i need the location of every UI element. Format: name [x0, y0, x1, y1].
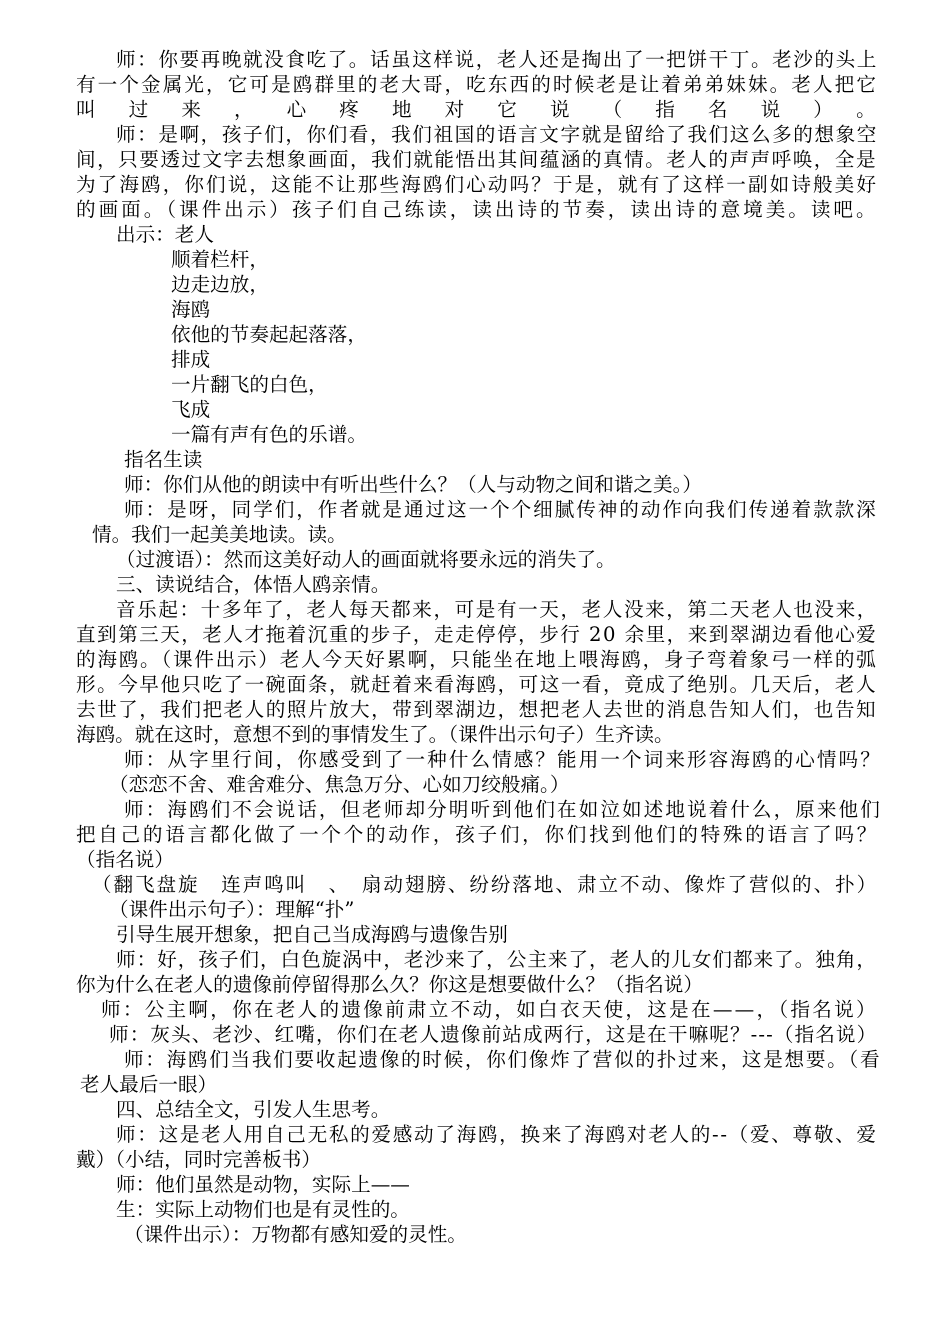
poem-line: 一篇有声有色的乐谱。: [171, 423, 367, 446]
poem-line: 边走边放，: [171, 273, 269, 296]
paragraph-line: 音乐起：十多年了，老人每天都来，可是有一天，老人没来，第二天老人也没来，: [116, 598, 878, 621]
paragraph-line: 师：海鸥们不会说话，但老师却分明听到他们在如泣如述地说着什么，原来他们: [124, 798, 882, 821]
paragraph-line: 的画面。（课件出示）孩子们自己练读，读出诗的节奏，读出诗的意境美。读吧。: [76, 198, 879, 221]
paragraph-line: 为了海鸥，你们说，这能不让那些海鸥们心动吗？于是，就有了这样一副如诗般美好: [76, 173, 879, 196]
paragraph-line: 戴）（小结，同时完善板书）: [76, 1148, 321, 1171]
paragraph-line: 生：实际上动物们也是有灵性的。: [116, 1198, 410, 1221]
section-heading: 四、总结全文，引发人生思考。: [116, 1098, 391, 1121]
paragraph-line: 师：灰头、老沙、红嘴，你们在老人遗像前站成两行，这是在干嘛呢？---（指名说）: [109, 1023, 878, 1046]
paragraph-line: 师：这是老人用自己无私的爱感动了海鸥，换来了海鸥对老人的--（爱、尊敬、爱: [116, 1123, 878, 1146]
paragraph-line: 海鸥。就在这时，意想不到的事情发生了。（课件出示句子）生齐读。: [76, 723, 674, 746]
paragraph-line: 师：是呀，同学们，作者就是通过这一个个细腻传神的动作向我们传递着款款深: [124, 498, 878, 521]
paragraph-line: 你为什么在老人的遗像前停留得那么久？你这是想要做什么？（指名说）: [76, 973, 703, 996]
paragraph-line: 师：公主啊，你在老人的遗像前肃立不动，如白衣天使，这是在——，（指名说）: [101, 998, 878, 1021]
paragraph-line: 形。今早他只吃了一碗面条，就赶着来看海鸥，可这一看，竟成了绝别。几天后，老人: [76, 673, 878, 696]
paragraph-line: 叫过来，心疼地对它说（指名说）。: [76, 98, 909, 121]
paragraph-line: 指名生读: [124, 448, 203, 471]
paragraph-line: 师：他们虽然是动物，实际上——: [116, 1173, 410, 1196]
paragraph-line: 老人最后一眼）: [80, 1073, 218, 1096]
poem-line: 顺着栏杆，: [171, 248, 269, 271]
paragraph-line: 的海鸥。（课件出示）老人今天好累啊，只能坐在地上喂海鸥，身子弯着象弓一样的弧: [76, 648, 878, 671]
poem-line: 依他的节奏起起落落，: [171, 323, 367, 346]
poem-line: 海鸥: [171, 298, 211, 321]
poem-line: 飞成: [171, 398, 211, 421]
paragraph-line: 师：好，孩子们，白色旋涡中，老沙来了，公主来了，老人的儿女们都来了。独角，: [116, 948, 877, 971]
paragraph-line: 师：海鸥们当我们要收起遗像的时候，你们像炸了营似的扑过来，这是想要。（看: [124, 1048, 882, 1071]
paragraph-line: 师：是啊，孩子们，你们看，我们祖国的语言文字就是留给了我们这么多的想象空: [116, 123, 878, 146]
paragraph-line: （指名说）: [76, 848, 174, 871]
poem-line: 排成: [171, 348, 211, 371]
paragraph-line: 师：从字里行间，你感受到了一种什么情感？能用一个词来形容海鸥的心情吗？: [124, 748, 882, 771]
paragraph-line: 间，只要透过文字去想象画面，我们就能悟出其间蕴涵的真情。老人的声声呼唤，全是: [76, 148, 878, 171]
section-heading: 三、读说结合，体悟人鸥亲情。: [116, 573, 391, 596]
paragraph-line: 直到第三天，老人才拖着沉重的步子，走走停停，步行 20 余里，来到翠湖边看他心爱: [76, 623, 878, 646]
paragraph-line: （课件出示）：万物都有感知爱的灵性。: [124, 1223, 467, 1246]
paragraph-line: 引导生展开想象，把自己当成海鸥与遗像告别: [116, 923, 508, 946]
paragraph-line: 情。我们一起美美地读。读。: [92, 523, 347, 546]
paragraph-line: 师：你要再晚就没食吃了。话虽这样说，老人还是掏出了一把饼干丁。老沙的头上: [116, 48, 878, 71]
paragraph-line: 有一个金属光，它可是鸥群里的老大哥，吃东西的时候老是让着弟弟妹妹。老人把它: [76, 73, 879, 96]
paragraph-line: 去世了，我们把老人的照片放大，带到翠湖边，想把老人去世的消息告知人们，也告知: [76, 698, 878, 721]
paragraph-line: （过渡语）：然而这美好动人的画面就将要永远的消失了。: [116, 548, 616, 571]
paragraph-line: （恋恋不舍、难舍难分、焦急万分、心如刀绞般痛。）: [109, 773, 570, 796]
poem-line: 一片翻飞的白色，: [171, 373, 328, 396]
paragraph-line: （课件出示句子）：理解“扑”: [109, 898, 355, 921]
paragraph-line: 师：你们从他的朗读中有听出些什么？（人与动物之间和谐之美。）: [124, 473, 703, 496]
paragraph-line: （翻飞盘旋 连声鸣叫 、 扇动翅膀、纷纷落地、肃立不动、像炸了营似的、扑）: [92, 873, 879, 896]
poem-line: 出示：老人: [116, 223, 214, 246]
paragraph-line: 把自己的语言都化做了一个个的动作，孩子们，你们找到他们的特殊的语言了吗？: [76, 823, 880, 846]
